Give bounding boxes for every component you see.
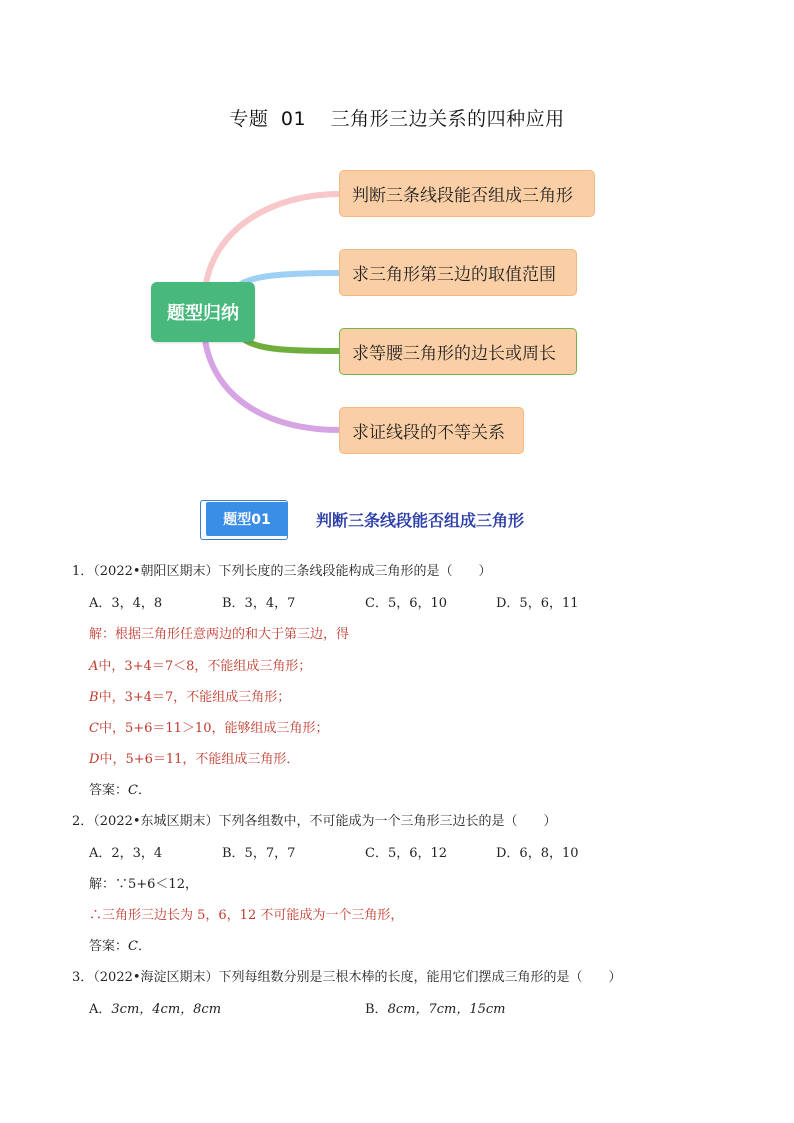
section-badge-label: 题型01 (206, 502, 288, 536)
title-number: 01 (280, 108, 307, 130)
section-badge (200, 500, 288, 540)
mindmap-node-1: 判断三条线段能否组成三角形 (339, 170, 595, 217)
q1-option-d: D．5，6，11 (496, 596, 579, 611)
analysis-text: 中，5+6＝11，不能组成三角形． (99, 752, 300, 767)
q1-answer (89, 779, 151, 798)
title-text: 三角形三边关系的四种应用 (330, 108, 565, 130)
q2-answer (89, 935, 151, 954)
answer-end: ． (137, 939, 151, 954)
q1-option-c: C．5，6，10 (365, 596, 448, 611)
q1-solution-intro: 解：根据三角形任意两边的和大于第三边，得 (89, 627, 350, 642)
analysis-letter: A (89, 659, 99, 674)
q2-conclusion: ∴三角形三边长为 5，6，12 不可能成为一个三角形， (89, 908, 404, 923)
q1-analysis-c (89, 717, 328, 736)
q3-stem: 3．（2022•海淀区期末）下列每组数分别是三根木棒的长度，能用它们摆成三角形的是（ ） (72, 970, 622, 985)
q1-stem: 1．（2022•朝阳区期末）下列长度的三条线段能构成三角形的是（ ） (72, 564, 492, 579)
section-title: 判断三条线段能否组成三角形 (316, 511, 525, 530)
mindmap-node-2: 求三角形第三边的取值范围 (339, 249, 577, 296)
q3-option-a (89, 998, 221, 1017)
option-text: 8cm，7cm，15cm (387, 1002, 506, 1017)
q2-option-d: D．6，8，10 (496, 846, 579, 861)
answer-value: C (128, 783, 138, 798)
mindmap-node-3: 求等腰三角形的边长或周长 (339, 328, 577, 375)
analysis-letter: C (89, 721, 99, 736)
q1-option-a: A．3，4，8 (89, 596, 163, 611)
q3-option-b (365, 998, 505, 1017)
mindmap-node-4: 求证线段的不等关系 (339, 407, 524, 454)
q1-analysis-a (89, 655, 311, 674)
q2-stem: 2．（2022•东城区期末）下列各组数中，不可能成为一个三角形三边长的是（ ） (72, 814, 557, 829)
option-label: B． (365, 1002, 388, 1017)
q1-option-b: B．3，4，7 (222, 596, 296, 611)
title-prefix: 专题 (229, 108, 269, 130)
answer-end: ． (137, 783, 151, 798)
analysis-text: 中，3+4＝7＜8，不能组成三角形； (98, 659, 312, 674)
analysis-letter: B (89, 690, 99, 705)
q2-option-c: C．5，6，12 (365, 846, 448, 861)
q1-analysis-d (89, 748, 299, 767)
q2-option-a: A．2，3，4 (89, 846, 163, 861)
analysis-letter: D (89, 752, 100, 767)
mindmap-hub: 题型归纳 (151, 282, 255, 342)
q2-option-b: B．5，7，7 (222, 846, 296, 861)
option-text: 3cm，4cm，8cm (111, 1002, 222, 1017)
branch-3-connector (245, 340, 340, 351)
answer-value: C (128, 939, 138, 954)
analysis-text: 中，5+6＝11＞10，能够组成三角形； (98, 721, 329, 736)
answer-label: 答案： (89, 939, 129, 954)
analysis-text: 中，3+4＝7，不能组成三角形； (98, 690, 291, 705)
option-label: A． (89, 1002, 112, 1017)
q2-solution-intro: 解：∵5+6＜12， (89, 877, 198, 892)
answer-label: 答案： (89, 783, 129, 798)
q1-analysis-b (89, 686, 290, 705)
